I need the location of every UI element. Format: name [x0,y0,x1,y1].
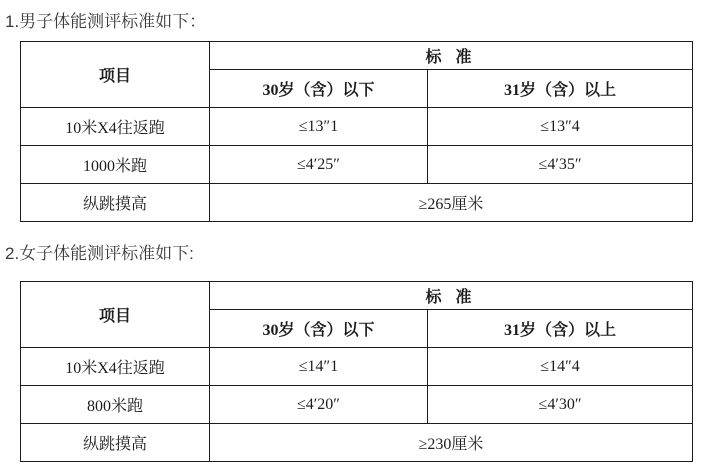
item-cell: 800米跑 [21,386,210,424]
table-row [21,386,693,424]
value-cell: ≤14″4 [428,348,693,386]
header-cell-over31: 31岁（含）以上 [428,310,693,348]
header-cell-standard: 标 准 [210,42,693,70]
table-row [21,42,693,70]
table-row [21,424,693,462]
table-row [21,348,693,386]
table-row [21,146,693,184]
item-cell: 纵跳摸高 [21,184,210,222]
value-cell: ≤4′25″ [210,146,428,184]
value-cell: ≤13″4 [428,108,693,146]
header-cell-over31: 31岁（含）以上 [428,70,693,108]
item-cell: 10米X4往返跑 [21,348,210,386]
header-cell-under30: 30岁（含）以下 [210,70,428,108]
item-cell: 纵跳摸高 [21,424,210,462]
section-1-title: 1.男子体能测评标准如下： [5,12,207,31]
item-cell: 1000米跑 [21,146,210,184]
value-cell: ≤4′20″ [210,386,428,424]
header-cell-standard: 标 准 [210,282,693,310]
value-cell-span: ≥265厘米 [210,184,693,222]
value-cell: ≤13″1 [210,108,428,146]
value-cell-span: ≥230厘米 [210,424,693,462]
value-cell: ≤14″1 [210,348,428,386]
men-standards-table [20,41,693,222]
section-2-title: 2.女子体能测评标准如下: [5,244,194,263]
table-row [21,108,693,146]
header-cell-under30: 30岁（含）以下 [210,310,428,348]
women-standards-table [20,281,693,462]
item-cell: 10米X4往返跑 [21,108,210,146]
header-cell-item: 项目 [21,282,210,348]
table-row [21,184,693,222]
table-row [21,282,693,310]
header-cell-item: 项目 [21,42,210,108]
value-cell: ≤4′35″ [428,146,693,184]
value-cell: ≤4′30″ [428,386,693,424]
